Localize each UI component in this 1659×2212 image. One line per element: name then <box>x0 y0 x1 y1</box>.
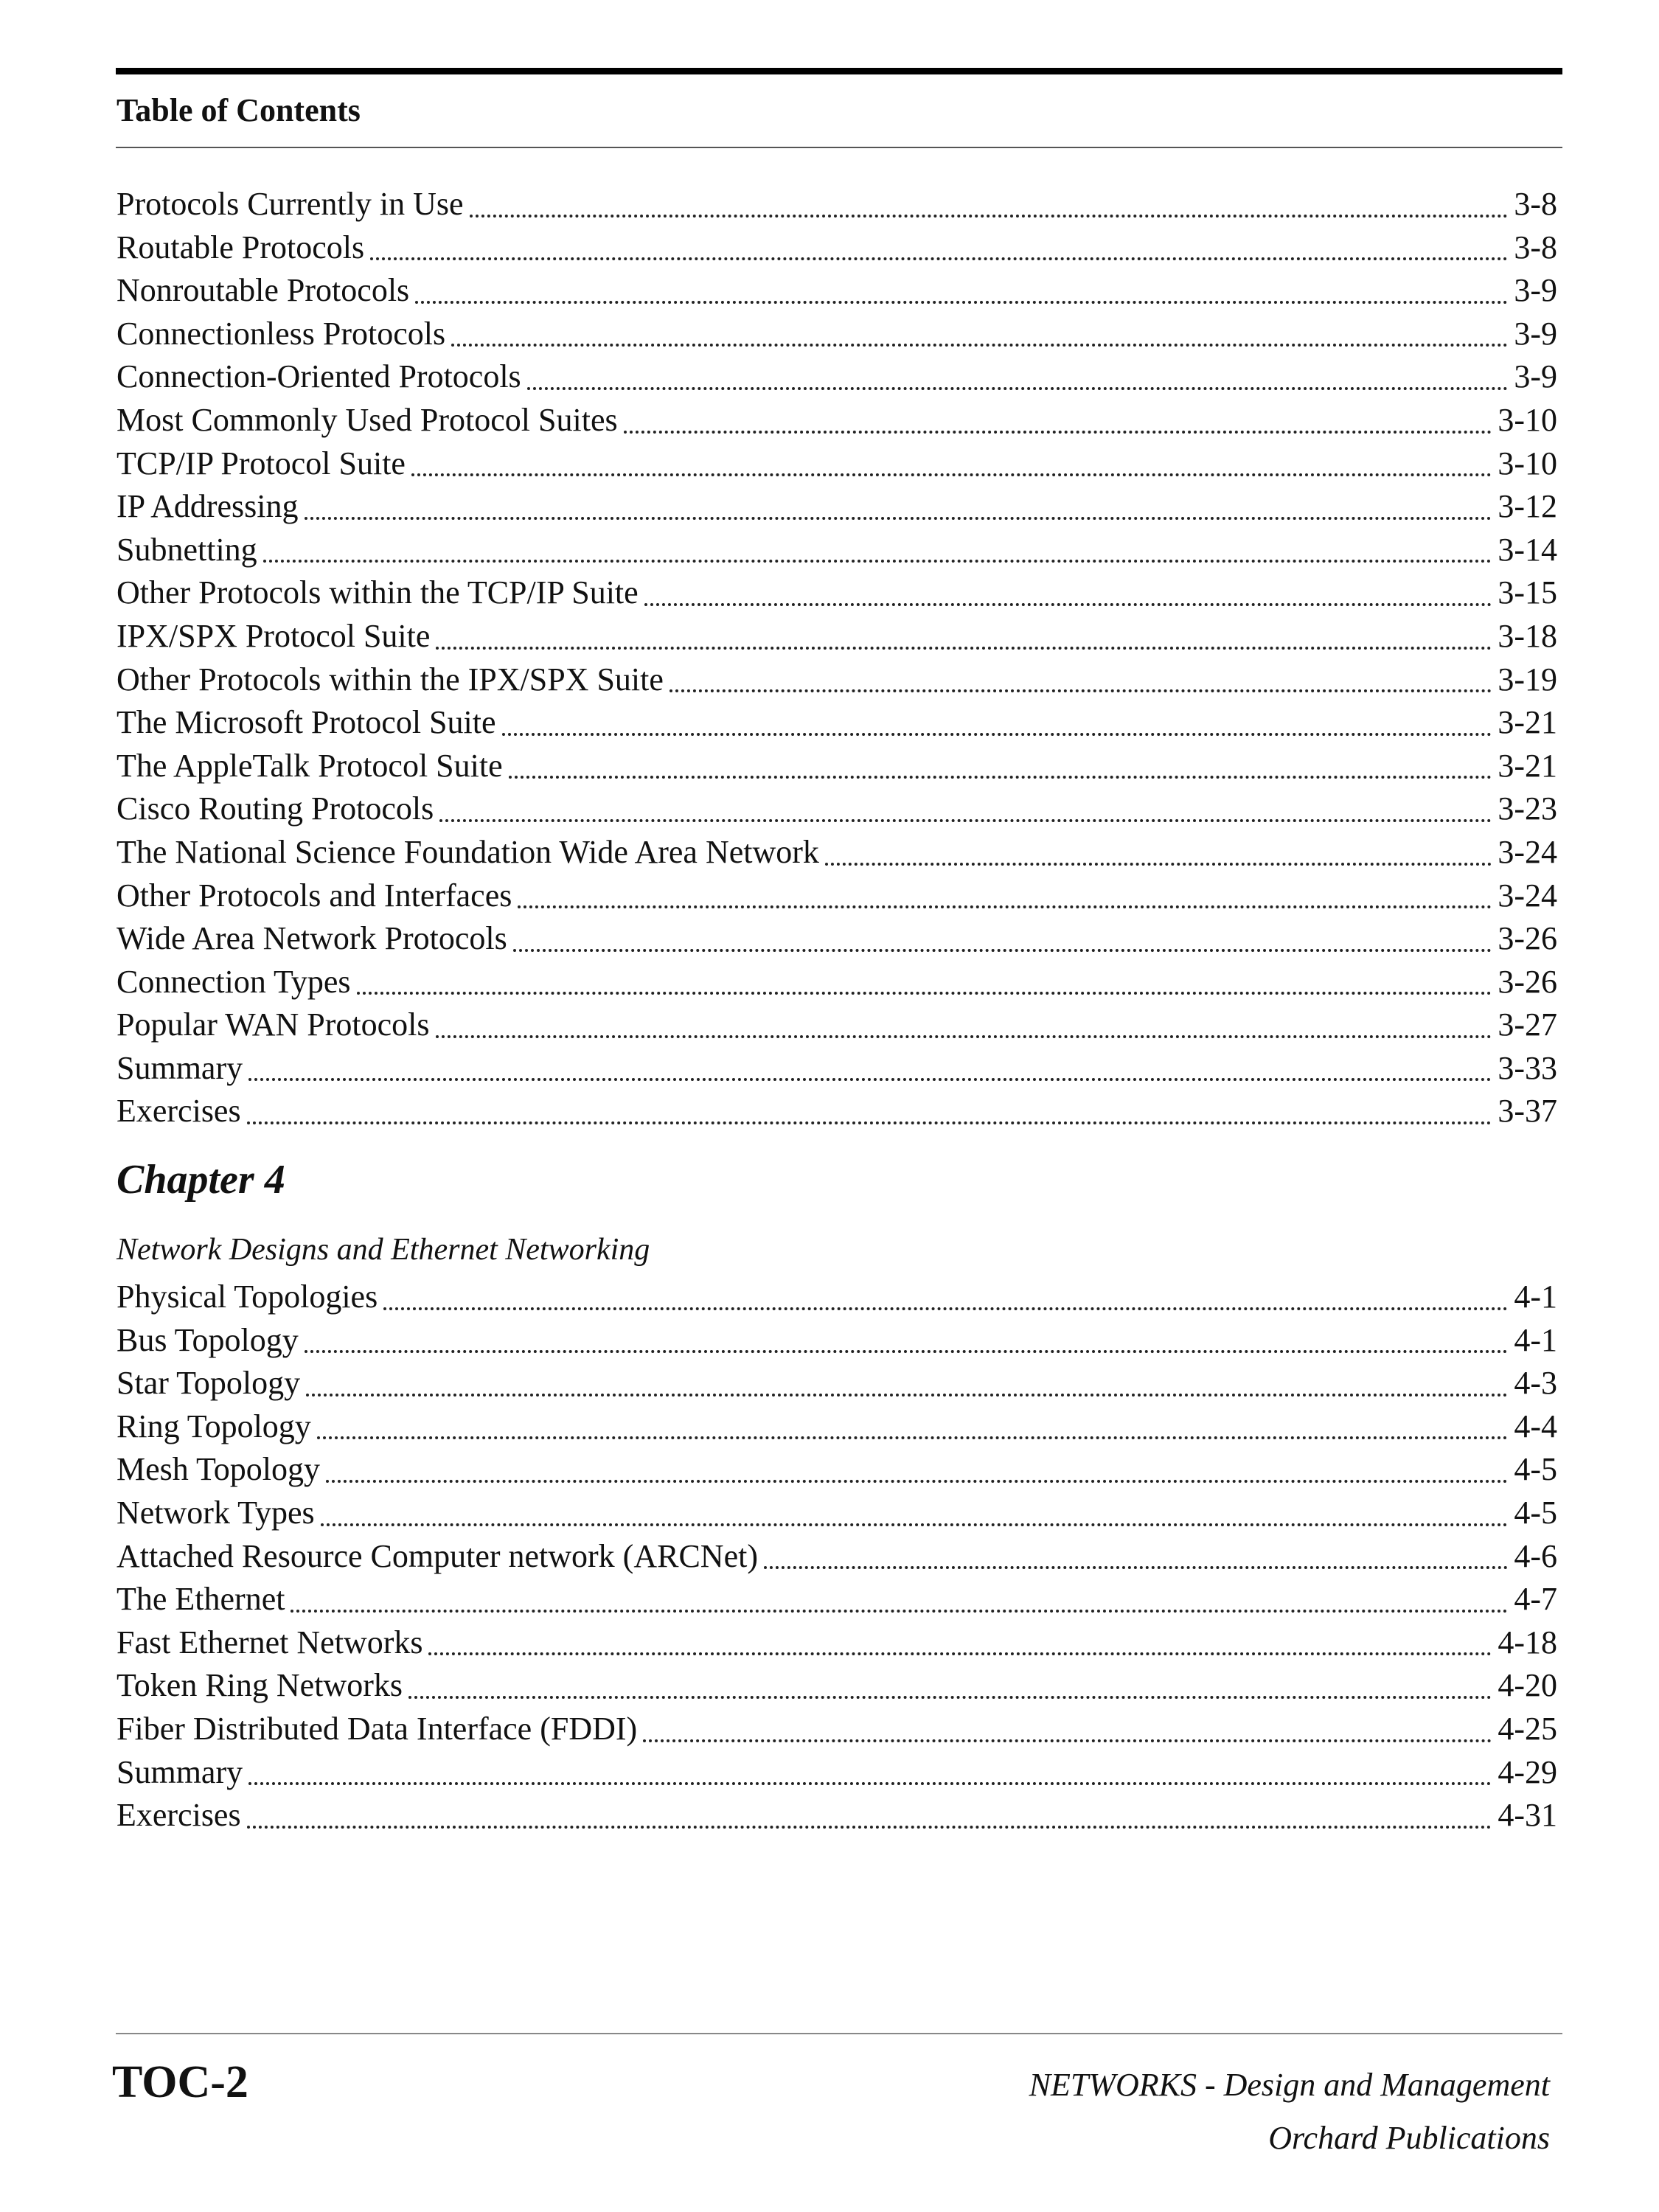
toc-entry-title: Ring Topology <box>116 1408 311 1444</box>
chapter-heading: Chapter 4 <box>116 1157 285 1203</box>
dot-leader <box>370 257 1508 260</box>
toc-entry-title: Summary <box>116 1753 243 1790</box>
toc-entry-title: Fast Ethernet Networks <box>116 1624 423 1660</box>
toc-entry-title: Connectionless Protocols <box>116 315 446 352</box>
chapter4-toc-list <box>116 1276 1557 1837</box>
toc-entry-page: 4-18 <box>1498 1624 1557 1660</box>
toc-entry-title: Wide Area Network Protocols <box>116 920 507 957</box>
chapter3-toc-list <box>116 183 1557 1133</box>
toc-entry <box>116 1004 1557 1047</box>
toc-entry <box>116 1047 1557 1091</box>
toc-entry <box>116 874 1557 918</box>
toc-entry-title: IPX/SPX Protocol Suite <box>116 617 431 654</box>
toc-entry-page: 4-31 <box>1498 1797 1557 1834</box>
toc-entry <box>116 399 1557 442</box>
toc-entry-title: Connection-Oriented Protocols <box>116 358 521 395</box>
toc-entry-title: Nonroutable Protocols <box>116 272 410 309</box>
toc-entry-page: 3-15 <box>1498 574 1557 611</box>
dot-leader <box>317 1436 1509 1439</box>
toc-entry-page: 3-24 <box>1498 877 1557 914</box>
toc-entry-page: 4-29 <box>1498 1753 1557 1790</box>
toc-entry-title: Star Topology <box>116 1365 301 1402</box>
toc-entry-title: Mesh Topology <box>116 1451 321 1488</box>
footer-divider <box>116 2033 1562 2034</box>
toc-entry <box>116 831 1557 874</box>
toc-entry-page: 3-10 <box>1498 445 1557 481</box>
toc-entry <box>116 1621 1557 1665</box>
dot-leader <box>306 1394 1508 1397</box>
toc-entry <box>116 1405 1557 1449</box>
toc-entry-page: 3-24 <box>1498 833 1557 870</box>
page-title: Table of Contents <box>116 92 361 128</box>
dot-leader <box>669 689 1492 692</box>
dot-leader <box>357 992 1492 995</box>
dot-leader <box>383 1307 1508 1310</box>
toc-entry-title: Summary <box>116 1049 243 1086</box>
toc-entry-page: 3-10 <box>1498 401 1557 438</box>
dot-leader <box>513 949 1492 952</box>
dot-leader <box>436 647 1492 650</box>
toc-entry <box>116 658 1557 702</box>
dot-leader <box>263 560 1492 563</box>
toc-entry-page: 4-3 <box>1514 1365 1557 1402</box>
toc-entry <box>116 1751 1557 1795</box>
toc-entry-page: 4-5 <box>1514 1451 1557 1488</box>
dot-leader <box>436 1035 1492 1038</box>
toc-entry-title: Cisco Routing Protocols <box>116 790 434 827</box>
dot-leader <box>411 473 1492 476</box>
toc-entry-title: Token Ring Networks <box>116 1667 403 1704</box>
toc-entry-title: Fiber Distributed Data Interface (FDDI) <box>116 1710 638 1747</box>
toc-entry-title: Other Protocols within the IPX/SPX Suite <box>116 661 664 698</box>
toc-entry-title: Exercises <box>116 1093 241 1130</box>
toc-entry <box>116 1448 1557 1492</box>
toc-entry-page: 3-37 <box>1498 1093 1557 1130</box>
toc-entry-page: 4-1 <box>1514 1321 1557 1358</box>
toc-entry-title: Protocols Currently in Use <box>116 186 464 222</box>
toc-entry-title: Exercises <box>116 1797 241 1834</box>
dot-leader <box>527 387 1509 390</box>
toc-entry-title: Most Commonly Used Protocol Suites <box>116 401 618 438</box>
toc-entry-page: 4-6 <box>1514 1537 1557 1574</box>
toc-entry <box>116 485 1557 529</box>
toc-entry-title: The Microsoft Protocol Suite <box>116 704 496 741</box>
toc-entry-title: Network Types <box>116 1494 315 1531</box>
dot-leader <box>644 603 1492 606</box>
dot-leader <box>408 1696 1492 1699</box>
dot-leader <box>291 1610 1508 1613</box>
toc-entry <box>116 1794 1557 1837</box>
toc-entry-page: 3-18 <box>1498 617 1557 654</box>
toc-entry <box>116 745 1557 788</box>
dot-leader <box>415 301 1508 304</box>
toc-entry-page: 4-4 <box>1514 1408 1557 1444</box>
toc-entry-page: 3-9 <box>1514 315 1557 352</box>
toc-entry <box>116 313 1557 356</box>
toc-entry-page: 4-20 <box>1498 1667 1557 1704</box>
toc-entry <box>116 1319 1557 1363</box>
toc-entry-title: Attached Resource Computer network (ARCNet) <box>116 1537 758 1574</box>
toc-entry <box>116 269 1557 313</box>
toc-entry-title: Bus Topology <box>116 1321 299 1358</box>
toc-entry <box>116 529 1557 572</box>
toc-entry-title: TCP/IP Protocol Suite <box>116 445 406 481</box>
toc-entry-title: Routable Protocols <box>116 229 365 265</box>
toc-entry <box>116 226 1557 270</box>
toc-entry-title: Subnetting <box>116 531 257 568</box>
toc-entry <box>116 615 1557 658</box>
footer-book-title: NETWORKS - Design and Management <box>1029 2067 1550 2103</box>
toc-entry-page: 3-27 <box>1498 1006 1557 1043</box>
toc-entry-page: 3-14 <box>1498 531 1557 568</box>
dot-leader <box>428 1652 1492 1655</box>
toc-entry <box>116 355 1557 399</box>
toc-entry <box>116 1276 1557 1319</box>
toc-entry <box>116 1578 1557 1621</box>
toc-entry <box>116 787 1557 831</box>
dot-leader <box>825 863 1492 866</box>
dot-leader <box>502 733 1492 736</box>
toc-entry-title: The AppleTalk Protocol Suite <box>116 747 503 784</box>
header-divider <box>116 147 1562 148</box>
toc-entry-title: IP Addressing <box>116 488 299 525</box>
dot-leader <box>643 1739 1492 1742</box>
toc-entry-title: Popular WAN Protocols <box>116 1006 430 1043</box>
toc-entry-page: 3-33 <box>1498 1049 1557 1086</box>
footer-page-number: TOC-2 <box>112 2057 248 2107</box>
dot-leader <box>764 1566 1508 1569</box>
toc-entry-page: 3-8 <box>1514 229 1557 265</box>
footer-publisher: Orchard Publications <box>1268 2120 1550 2156</box>
toc-entry <box>116 1362 1557 1405</box>
toc-entry-page: 4-5 <box>1514 1494 1557 1531</box>
toc-entry-title: Connection Types <box>116 963 351 1000</box>
dot-leader <box>248 1078 1492 1081</box>
top-rule <box>116 68 1562 74</box>
toc-entry-title: Physical Topologies <box>116 1279 378 1315</box>
toc-entry <box>116 917 1557 961</box>
toc-entry-title: Other Protocols and Interfaces <box>116 877 512 914</box>
toc-entry-page: 3-12 <box>1498 488 1557 525</box>
toc-entry-page: 3-9 <box>1514 358 1557 395</box>
toc-entry <box>116 961 1557 1004</box>
toc-entry-title: Other Protocols within the TCP/IP Suite <box>116 574 639 611</box>
dot-leader <box>624 431 1492 434</box>
toc-entry-page: 3-26 <box>1498 920 1557 957</box>
dot-leader <box>247 1826 1492 1829</box>
toc-entry-page: 3-8 <box>1514 186 1557 222</box>
chapter-subtitle: Network Designs and Ethernet Networking <box>116 1233 650 1267</box>
dot-leader <box>248 1782 1492 1785</box>
dot-leader <box>305 517 1492 520</box>
dot-leader <box>247 1121 1492 1124</box>
dot-leader <box>470 215 1509 218</box>
dot-leader <box>509 776 1492 779</box>
toc-entry-page: 4-25 <box>1498 1710 1557 1747</box>
toc-entry <box>116 1535 1557 1579</box>
toc-entry-page: 3-26 <box>1498 963 1557 1000</box>
toc-entry-page: 3-21 <box>1498 747 1557 784</box>
dot-leader <box>439 819 1492 822</box>
dot-leader <box>321 1523 1509 1526</box>
toc-entry <box>116 1664 1557 1708</box>
dot-leader <box>326 1480 1508 1483</box>
dot-leader <box>451 344 1508 347</box>
dot-leader <box>518 905 1492 908</box>
toc-entry <box>116 571 1557 615</box>
toc-entry-page: 3-21 <box>1498 704 1557 741</box>
toc-entry-page: 3-23 <box>1498 790 1557 827</box>
toc-entry <box>116 701 1557 745</box>
toc-entry-title: The Ethernet <box>116 1581 285 1618</box>
toc-entry-page: 3-19 <box>1498 661 1557 698</box>
toc-entry <box>116 183 1557 226</box>
dot-leader <box>305 1350 1509 1353</box>
toc-entry <box>116 442 1557 486</box>
toc-entry-page: 4-1 <box>1514 1279 1557 1315</box>
toc-entry-page: 4-7 <box>1514 1581 1557 1618</box>
toc-entry-page: 3-9 <box>1514 272 1557 309</box>
toc-entry <box>116 1708 1557 1751</box>
toc-entry <box>116 1492 1557 1535</box>
toc-entry <box>116 1090 1557 1133</box>
toc-entry-title: The National Science Foundation Wide Area Network <box>116 833 819 870</box>
